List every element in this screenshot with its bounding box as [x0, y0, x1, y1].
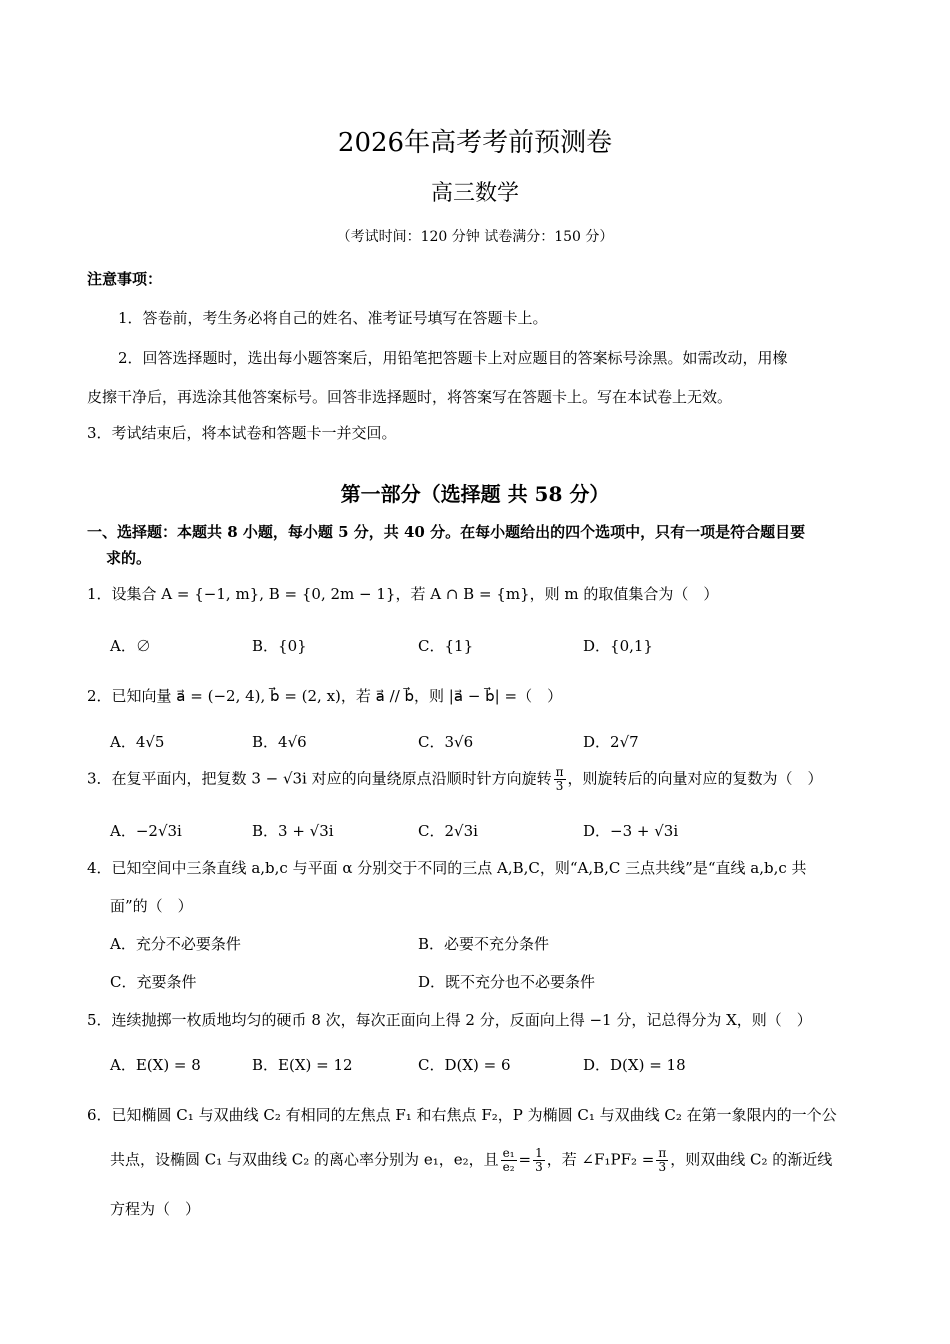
fraction-denominator: 3 [535, 1160, 543, 1174]
question-4-option-d: D．既不充分也不必要条件 [418, 973, 596, 991]
question-3-stem-b: ，则旋转后的向量对应的复数为（ ） [567, 769, 823, 788]
question-5-stem: 5．连续抛掷一枚质地均匀的硬币 8 次，每次正面向上得 2 分，反面向上得 −1 分，记总得分为 X，则（ ） [87, 1011, 812, 1029]
question-1-option-b: B．{0} [252, 637, 307, 655]
question-5-option-b: B．E(X) = 12 [252, 1056, 353, 1074]
question-5-option-c: C．D(X) = 6 [418, 1056, 511, 1074]
question-2-option-d: D．2√7 [583, 733, 639, 751]
exam-subtitle: 高三数学 [430, 181, 519, 206]
question-6-stem-a: 6．已知椭圆 C₁ 与双曲线 C₂ 有相同的左焦点 F₁ 和右焦点 F₂，P 为椭圆 C₁ 与双曲线 C₂ 在第一象限内的一个公 [87, 1106, 837, 1124]
question-3-option-d: D．−3 + √3i [583, 822, 679, 840]
question-3-stem [87, 766, 823, 793]
notes-heading: 注意事项： [87, 270, 163, 288]
fraction-numerator: π [658, 1146, 667, 1160]
question-6-stem-b1: 共点，设椭圆 C₁ 与双曲线 C₂ 的离心率分别为 e₁，e₂，且 [110, 1150, 499, 1169]
question-6-stem-b2: ，若 ∠F₁PF₂ = [546, 1150, 655, 1169]
question-3-stem-a: 3．在复平面内，把复数 3 − √3i 对应的向量绕原点沿顺时针方向旋转 [87, 769, 552, 788]
question-3-option-b: B．3 + √3i [252, 822, 334, 840]
fraction-denominator: 3 [555, 779, 564, 793]
question-2-option-a: A．4√5 [110, 733, 165, 751]
question-4-stem-a: 4．已知空间中三条直线 a,b,c 与平面 α 分别交于不同的三点 A,B,C，则“A,B,C 三点共线”是“直线 a,b,c 共 [87, 859, 807, 877]
question-6-stem-b [110, 1147, 832, 1174]
fraction-denominator: e₂ [502, 1160, 515, 1174]
exam-info: （考试时间：120 分钟 试卷满分：150 分） [336, 229, 614, 245]
question-6-stem-c: 方程为（ ） [110, 1200, 201, 1218]
section-heading-a: 一、选择题：本题共 8 小题，每小题 5 分，共 40 分。在每小题给出的四个选项中，只有一项是符合题目要 [87, 523, 806, 541]
pi-over-3-fraction [656, 1147, 668, 1174]
fraction-denominator: 3 [658, 1160, 667, 1174]
pi-over-3-fraction [554, 766, 566, 793]
part-one-title: 第一部分（选择题 共 58 分） [340, 482, 610, 506]
question-4-option-a: A．充分不必要条件 [110, 935, 241, 953]
question-2-option-b: B．4√6 [252, 733, 307, 751]
one-third-fraction [533, 1147, 545, 1174]
question-1-option-c: C．{1} [418, 637, 474, 655]
fraction-numerator: π [555, 765, 564, 779]
question-6-stem-b3: ，则双曲线 C₂ 的渐近线 [670, 1150, 833, 1169]
question-2-stem: 2．已知向量 a⃗ = (−2, 4), b⃗ = (2, x)，若 a⃗ // b⃗，则 |a⃗ − b⃗| =（ ） [87, 687, 563, 705]
question-2-option-c: C．3√6 [418, 733, 474, 751]
note-2b: 皮擦干净后，再选涂其他答案标号。回答非选择题时，将答案写在答题卡上。写在本试卷上无效。 [87, 388, 733, 406]
fraction-numerator: e₁ [502, 1146, 515, 1160]
note-3: 3．考试结束后，将本试卷和答题卡一并交回。 [87, 424, 397, 442]
note-1: 1．答卷前，考生务必将自己的姓名、准考证号填写在答题卡上。 [118, 309, 548, 327]
question-1-stem: 1．设集合 A = {−1, m}, B = {0, 2m − 1}，若 A ∩ B = {m}，则 m 的取值集合为（ ） [87, 585, 719, 603]
fraction-numerator: 1 [535, 1146, 543, 1160]
section-heading-b: 求的。 [106, 549, 152, 567]
question-4-stem-b: 面”的（ ） [110, 897, 193, 915]
question-4-option-b: B．必要不充分条件 [418, 935, 550, 953]
exam-title: 2026年高考考前预测卷 [337, 128, 613, 158]
question-5-option-d: D．D(X) = 18 [583, 1056, 686, 1074]
question-1-option-d: D．{0,1} [583, 637, 653, 655]
equals-sign: = [518, 1150, 532, 1169]
e1-over-e2-fraction [501, 1147, 517, 1174]
question-4-option-c: C．充要条件 [110, 973, 197, 991]
note-2a: 2．回答选择题时，选出每小题答案后，用铅笔把答题卡上对应题目的答案标号涂黑。如需改动，用橡 [118, 349, 788, 367]
question-3-option-a: A．−2√3i [110, 822, 182, 840]
question-1-option-a: A．∅ [110, 637, 151, 655]
question-5-option-a: A．E(X) = 8 [110, 1056, 201, 1074]
question-3-option-c: C．2√3i [418, 822, 478, 840]
